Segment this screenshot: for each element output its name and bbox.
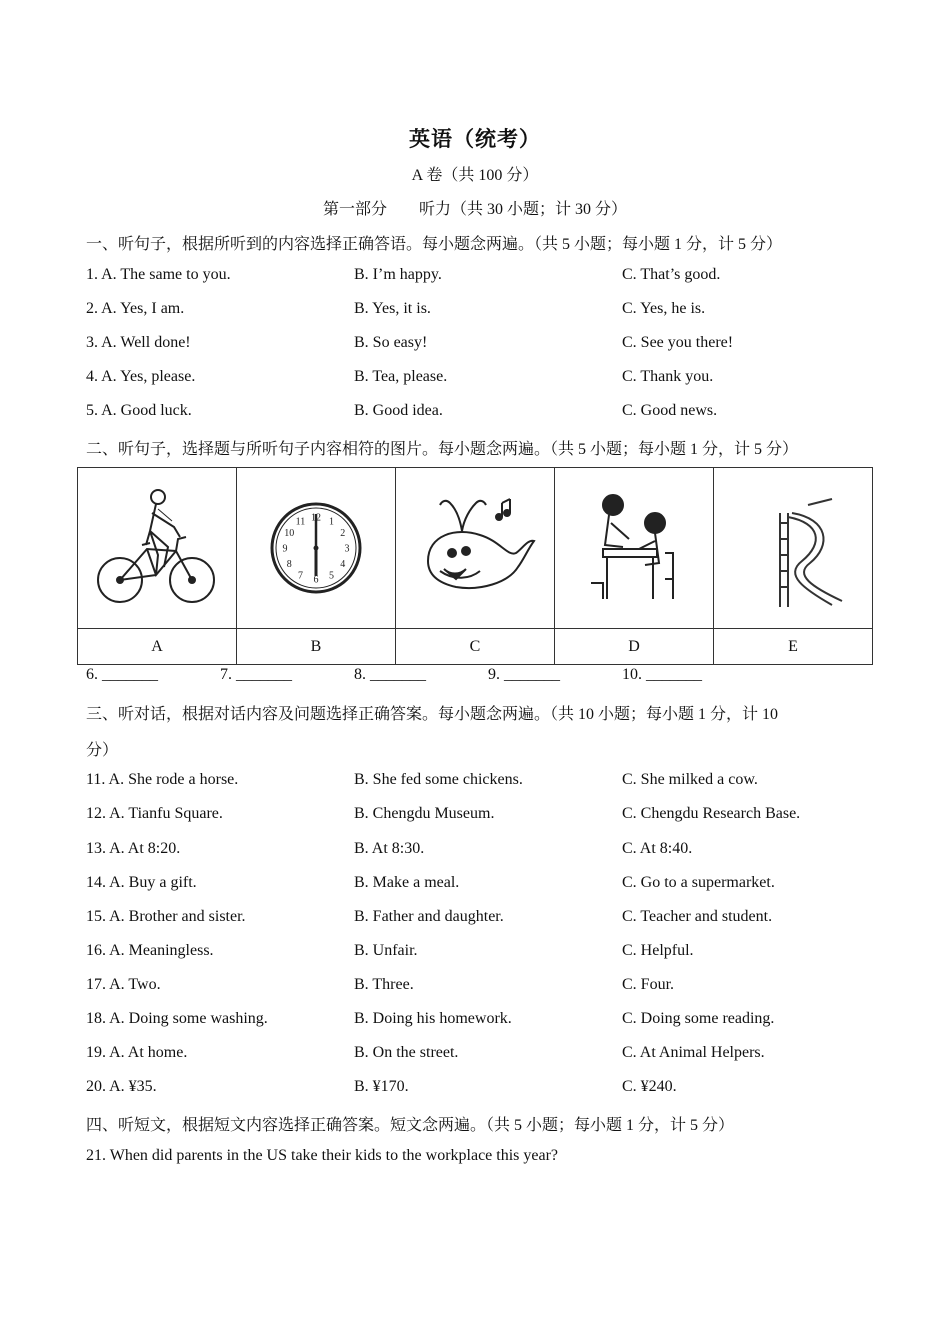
clock-numeral: 9 xyxy=(282,543,288,555)
question-row xyxy=(0,874,950,898)
option-a: 12. A. Tianfu Square. xyxy=(86,805,223,822)
option-c: C. ¥240. xyxy=(622,1078,677,1095)
answer-blank-9[interactable]: 9. _______ xyxy=(488,666,560,683)
option-b: B. Make a meal. xyxy=(354,874,460,891)
option-b: B. ¥170. xyxy=(354,1078,409,1095)
answer-blank-10[interactable]: 10. _______ xyxy=(622,666,702,683)
slide-picture xyxy=(728,483,858,613)
picture-table xyxy=(77,467,873,665)
option-c: C. Chengdu Research Base. xyxy=(622,805,801,822)
clock-numeral: 1 xyxy=(329,516,334,528)
question-row xyxy=(0,908,950,932)
question-row xyxy=(0,266,950,290)
option-a: 1. A. The same to you. xyxy=(86,266,231,283)
picture-label-a: A xyxy=(78,629,237,665)
option-c: C. Good news. xyxy=(622,402,718,419)
whale-picture xyxy=(410,483,540,613)
option-c: C. Thank you. xyxy=(622,368,714,385)
clock-numeral: 2 xyxy=(340,528,346,539)
section3-heading: 三、听对话，根据对话内容及问题选择正确答案。每小题念两遍。（共 10 小题；每小题 1 分，计 10 xyxy=(86,706,779,723)
option-a: 5. A. Good luck. xyxy=(86,402,192,419)
clock-numeral: 8 xyxy=(286,559,292,570)
option-c: C. Four. xyxy=(622,976,675,993)
option-a: 11. A. She rode a horse. xyxy=(86,771,239,788)
question-row xyxy=(0,368,950,392)
option-b: B. Good idea. xyxy=(354,402,443,419)
option-a: 16. A. Meaningless. xyxy=(86,942,214,959)
option-b: B. Chengdu Museum. xyxy=(354,805,495,822)
picture-cell-b xyxy=(237,468,396,629)
option-a: 15. A. Brother and sister. xyxy=(86,908,246,925)
picture-cell-a xyxy=(78,468,237,629)
picture-cell-d xyxy=(555,468,714,629)
cyclist-picture xyxy=(92,483,222,613)
option-a: 13. A. At 8:20. xyxy=(86,840,181,857)
study-desk-picture xyxy=(569,483,699,613)
question-row xyxy=(0,771,950,795)
clock-numeral: 4 xyxy=(340,559,346,570)
question-row xyxy=(0,942,950,966)
option-a: 18. A. Doing some washing. xyxy=(86,1010,268,1027)
option-a: 19. A. At home. xyxy=(86,1044,188,1061)
option-c: C. See you there! xyxy=(622,334,734,351)
clock-numeral: 12 xyxy=(311,512,321,524)
paper-subtitle: A 卷（共 100 分） xyxy=(411,167,539,184)
option-b: B. Doing his homework. xyxy=(354,1010,512,1027)
question-row xyxy=(0,1078,950,1102)
answer-blank-7[interactable]: 7. _______ xyxy=(220,666,292,683)
option-c: C. At Animal Helpers. xyxy=(622,1044,765,1061)
option-c: C. That’s good. xyxy=(622,266,721,283)
picture-label-e: E xyxy=(714,629,873,665)
option-a: 20. A. ¥35. xyxy=(86,1078,157,1095)
question-row xyxy=(0,976,950,1000)
option-a: 4. A. Yes, please. xyxy=(86,368,196,385)
picture-label-d: D xyxy=(555,629,714,665)
picture-label-b: B xyxy=(237,629,396,665)
question-row xyxy=(0,805,950,829)
section2-heading: 二、听句子，选择题与所听句子内容相符的图片。每小题念两遍。（共 5 小题；每小题 1 分，计 5 分） xyxy=(86,441,799,458)
option-c: C. She milked a cow. xyxy=(622,771,758,788)
question-21: 21. When did parents in the US take their kids to the workplace this year? xyxy=(86,1147,559,1164)
question-row xyxy=(0,1010,950,1034)
option-b: B. On the street. xyxy=(354,1044,459,1061)
section1-heading: 一、听句子，根据所听到的内容选择正确答语。每小题念两遍。（共 5 小题；每小题 1 分，计 5 分） xyxy=(86,236,783,253)
question-row xyxy=(0,840,950,864)
question-row xyxy=(0,300,950,324)
option-b: B. Tea, please. xyxy=(354,368,448,385)
clock-picture xyxy=(256,488,376,608)
option-a: 17. A. Two. xyxy=(86,976,161,993)
option-a: 14. A. Buy a gift. xyxy=(86,874,197,891)
clock-numeral: 5 xyxy=(329,570,334,582)
option-c: C. Helpful. xyxy=(622,942,694,959)
option-a: 3. A. Well done! xyxy=(86,334,191,351)
option-c: C. Teacher and student. xyxy=(622,908,773,925)
option-c: C. Go to a supermarket. xyxy=(622,874,775,891)
option-c: C. Doing some reading. xyxy=(622,1010,775,1027)
clock-numeral: 11 xyxy=(295,516,306,528)
section4-heading: 四、听短文，根据短文内容选择正确答案。短文念两遍。（共 5 小题；每小题 1 分，计 5 分） xyxy=(86,1117,735,1134)
picture-label-c: C xyxy=(396,629,555,665)
page-title: 英语（统考） xyxy=(409,127,541,151)
option-c: C. Yes, he is. xyxy=(622,300,706,317)
option-c: C. At 8:40. xyxy=(622,840,693,857)
clock-numeral: 6 xyxy=(313,574,319,586)
clock-numeral: 10 xyxy=(284,528,295,539)
option-b: B. So easy! xyxy=(354,334,428,351)
option-b: B. I’m happy. xyxy=(354,266,442,283)
option-b: B. Three. xyxy=(354,976,414,993)
question-row xyxy=(0,334,950,358)
picture-cell-c xyxy=(396,468,555,629)
clock-numeral: 3 xyxy=(344,543,350,555)
option-a: 2. A. Yes, I am. xyxy=(86,300,185,317)
picture-cell-e xyxy=(714,468,873,629)
question-row xyxy=(0,402,950,426)
option-b: B. At 8:30. xyxy=(354,840,425,857)
question-row xyxy=(0,1044,950,1068)
part-heading: 第一部分 听力（共 30 小题；计 30 分） xyxy=(322,201,627,218)
option-b: B. Yes, it is. xyxy=(354,300,431,317)
answer-blank-8[interactable]: 8. _______ xyxy=(354,666,426,683)
option-b: B. She fed some chickens. xyxy=(354,771,523,788)
option-b: B. Unfair. xyxy=(354,942,418,959)
section3-heading-cont: 分） xyxy=(86,742,119,759)
option-b: B. Father and daughter. xyxy=(354,908,504,925)
clock-numeral: 7 xyxy=(298,570,303,582)
answer-blank-6[interactable]: 6. _______ xyxy=(86,666,158,683)
